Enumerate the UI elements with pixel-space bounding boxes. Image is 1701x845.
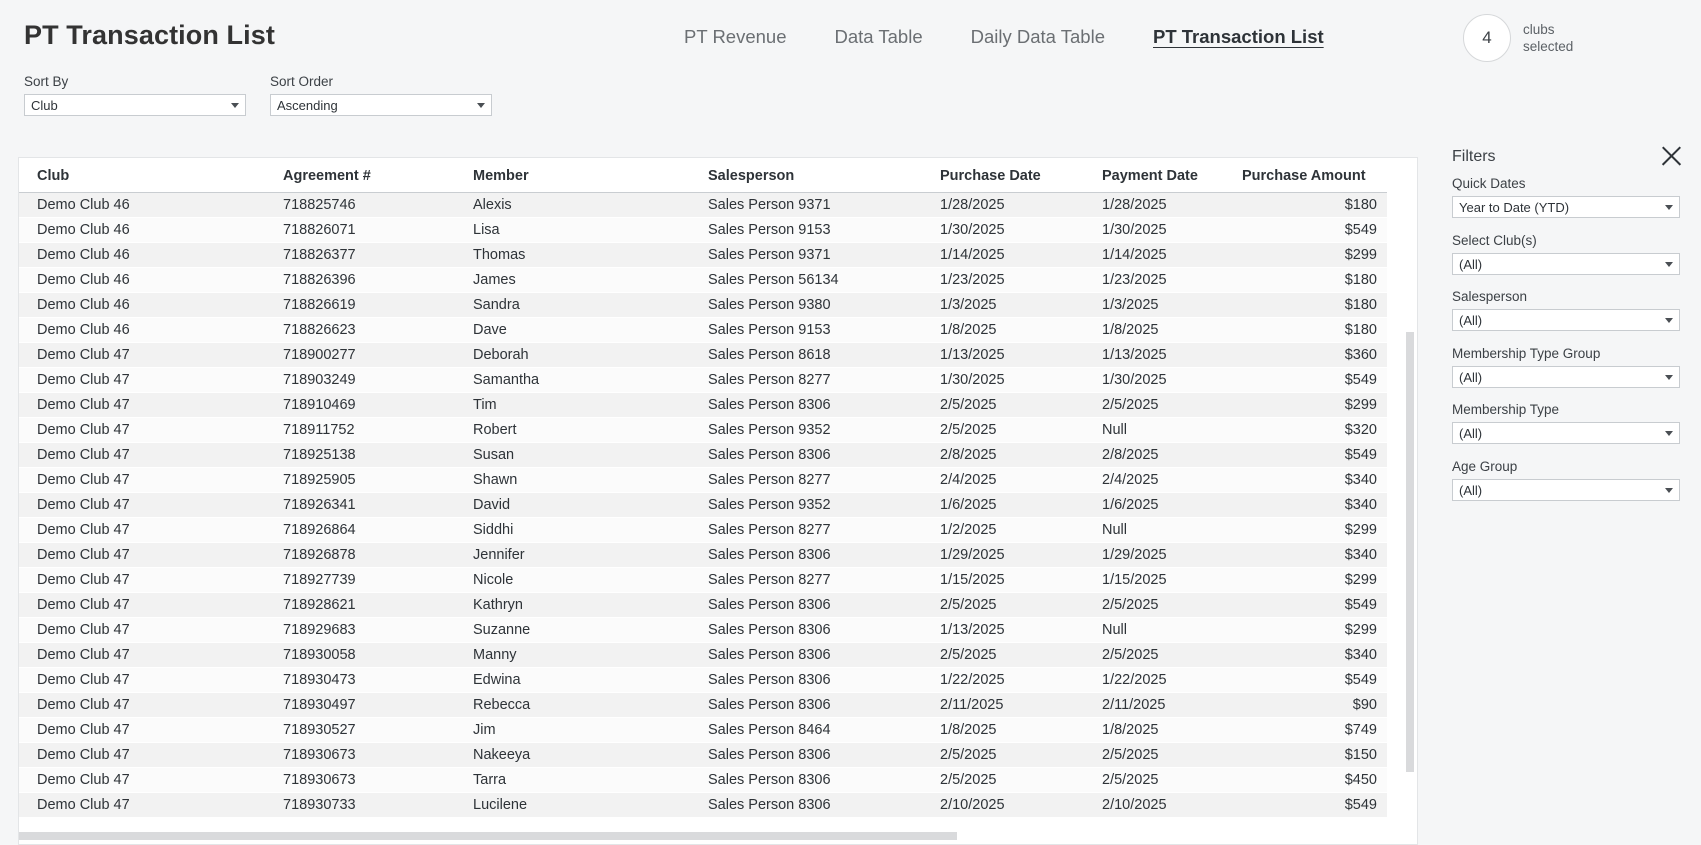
table-row[interactable] (19, 618, 1387, 643)
cell-purchase-date: 2/8/2025 (934, 443, 1096, 468)
cell-club: Demo Club 47 (19, 468, 277, 493)
cell-purchase-date: 1/28/2025 (934, 193, 1096, 218)
cell-member: Tarra (467, 768, 702, 793)
cell-purchase-date: 1/29/2025 (934, 543, 1096, 568)
cell-purchase-date: 1/14/2025 (934, 243, 1096, 268)
cell-club: Demo Club 47 (19, 718, 277, 743)
cell-member: Samantha (467, 368, 702, 393)
cell-club: Demo Club 47 (19, 668, 277, 693)
cell-member: Kathryn (467, 593, 702, 618)
table-row[interactable] (19, 368, 1387, 393)
cell-purchase-date: 2/5/2025 (934, 593, 1096, 618)
cell-payment-date: 2/8/2025 (1096, 443, 1236, 468)
cell-club: Demo Club 47 (19, 518, 277, 543)
cell-payment-date: 1/29/2025 (1096, 543, 1236, 568)
table-row[interactable] (19, 768, 1387, 793)
cell-club: Demo Club 46 (19, 318, 277, 343)
cell-purchase-date: 1/3/2025 (934, 293, 1096, 318)
tab-daily-data-table[interactable]: Daily Data Table (970, 26, 1105, 47)
cell-salesperson: Sales Person 8306 (702, 393, 934, 418)
cell-purchase-amount: $549 (1236, 368, 1387, 393)
cell-member: Siddhi (467, 518, 702, 543)
transaction-table-card (18, 157, 1418, 845)
cell-payment-date: Null (1096, 418, 1236, 443)
table-body (19, 193, 1387, 818)
cell-member: Shawn (467, 468, 702, 493)
chevron-down-icon (471, 95, 491, 115)
cell-agreement: 718930733 (277, 793, 467, 818)
table-row[interactable] (19, 693, 1387, 718)
cell-agreement: 718825746 (277, 193, 467, 218)
cell-purchase-date: 2/4/2025 (934, 468, 1096, 493)
cell-payment-date: 2/5/2025 (1096, 768, 1236, 793)
cell-purchase-amount: $299 (1236, 243, 1387, 268)
column-header-purchase-amount[interactable]: Purchase Amount (1236, 158, 1387, 193)
cell-purchase-amount: $340 (1236, 643, 1387, 668)
cell-purchase-amount: $299 (1236, 618, 1387, 643)
cell-payment-date: 1/8/2025 (1096, 318, 1236, 343)
table-row[interactable] (19, 643, 1387, 668)
chevron-down-icon (1659, 310, 1679, 330)
cell-club: Demo Club 47 (19, 418, 277, 443)
table-row[interactable] (19, 793, 1387, 818)
filters-title: Filters (1452, 148, 1496, 165)
vertical-scrollbar-thumb[interactable] (1406, 332, 1414, 772)
column-header-club[interactable]: Club (19, 158, 277, 193)
cell-member: Rebecca (467, 693, 702, 718)
cell-purchase-amount: $180 (1236, 193, 1387, 218)
cell-purchase-date: 2/5/2025 (934, 768, 1096, 793)
cell-purchase-amount: $549 (1236, 443, 1387, 468)
table-row[interactable] (19, 343, 1387, 368)
filter-salesperson-value: (All) (1459, 312, 1483, 328)
horizontal-scrollbar-thumb[interactable] (19, 832, 957, 840)
cell-payment-date: 2/10/2025 (1096, 793, 1236, 818)
cell-salesperson: Sales Person 8306 (702, 743, 934, 768)
tab-pt-revenue[interactable]: PT Revenue (684, 26, 787, 47)
cell-salesperson: Sales Person 8306 (702, 593, 934, 618)
cell-purchase-amount: $450 (1236, 768, 1387, 793)
clubs-selected-badge (1463, 14, 1593, 62)
table-row[interactable] (19, 268, 1387, 293)
clubs-selected-label: clubs selected (1523, 22, 1574, 54)
cell-salesperson: Sales Person 9352 (702, 493, 934, 518)
cell-purchase-date: 1/30/2025 (934, 218, 1096, 243)
cell-agreement: 718930673 (277, 768, 467, 793)
cell-purchase-date: 1/13/2025 (934, 618, 1096, 643)
cell-salesperson: Sales Person 9371 (702, 243, 934, 268)
transaction-table-scroll-area (19, 158, 1417, 844)
cell-payment-date: 1/13/2025 (1096, 343, 1236, 368)
cell-payment-date: 1/15/2025 (1096, 568, 1236, 593)
cell-member: Tim (467, 393, 702, 418)
table-row[interactable] (19, 593, 1387, 618)
cell-purchase-amount: $180 (1236, 293, 1387, 318)
cell-payment-date: 1/23/2025 (1096, 268, 1236, 293)
cell-purchase-date: 1/22/2025 (934, 668, 1096, 693)
chevron-down-icon (1659, 423, 1679, 443)
cell-agreement: 718926864 (277, 518, 467, 543)
cell-club: Demo Club 47 (19, 393, 277, 418)
filter-membership-type-select[interactable] (1452, 422, 1680, 444)
cell-purchase-date: 2/5/2025 (934, 393, 1096, 418)
cell-agreement: 718826619 (277, 293, 467, 318)
table-row[interactable] (19, 393, 1387, 418)
cell-salesperson: Sales Person 9371 (702, 193, 934, 218)
table-row[interactable] (19, 543, 1387, 568)
cell-agreement: 718930673 (277, 743, 467, 768)
table-header (19, 158, 1387, 193)
cell-salesperson: Sales Person 8277 (702, 468, 934, 493)
cell-member: Dave (467, 318, 702, 343)
cell-purchase-date: 1/2/2025 (934, 518, 1096, 543)
sort-order-select[interactable] (270, 94, 492, 116)
cell-payment-date: 1/28/2025 (1096, 193, 1236, 218)
table-row[interactable] (19, 218, 1387, 243)
cell-agreement: 718911752 (277, 418, 467, 443)
filters-panel (1444, 148, 1701, 845)
cell-club: Demo Club 47 (19, 568, 277, 593)
cell-club: Demo Club 47 (19, 693, 277, 718)
cell-purchase-amount: $150 (1236, 743, 1387, 768)
cell-member: Alexis (467, 193, 702, 218)
filter-quick-dates-select[interactable] (1452, 196, 1680, 218)
sort-order-label: Sort Order (270, 74, 334, 89)
cell-purchase-date: 2/5/2025 (934, 743, 1096, 768)
cell-purchase-date: 2/11/2025 (934, 693, 1096, 718)
cell-club: Demo Club 47 (19, 443, 277, 468)
cell-purchase-amount: $299 (1236, 518, 1387, 543)
cell-club: Demo Club 46 (19, 193, 277, 218)
cell-purchase-date: 1/8/2025 (934, 318, 1096, 343)
cell-salesperson: Sales Person 8306 (702, 693, 934, 718)
cell-member: Jennifer (467, 543, 702, 568)
cell-agreement: 718903249 (277, 368, 467, 393)
sort-by-label: Sort By (24, 74, 69, 89)
cell-purchase-amount: $320 (1236, 418, 1387, 443)
cell-agreement: 718900277 (277, 343, 467, 368)
close-icon[interactable] (1657, 142, 1685, 170)
table-row[interactable] (19, 243, 1387, 268)
cell-payment-date: 2/5/2025 (1096, 643, 1236, 668)
table-row[interactable] (19, 743, 1387, 768)
cell-purchase-date: 2/10/2025 (934, 793, 1096, 818)
table-row[interactable] (19, 668, 1387, 693)
table-row[interactable] (19, 518, 1387, 543)
cell-salesperson: Sales Person 8306 (702, 618, 934, 643)
filter-salesperson (1452, 289, 1680, 331)
filter-membership-type-value: (All) (1459, 425, 1483, 441)
clubs-selected-count: 4 (1463, 14, 1511, 62)
cell-member: James (467, 268, 702, 293)
cell-club: Demo Club 47 (19, 643, 277, 668)
cell-purchase-date: 2/5/2025 (934, 418, 1096, 443)
cell-club: Demo Club 47 (19, 768, 277, 793)
cell-purchase-amount: $90 (1236, 693, 1387, 718)
cell-member: Robert (467, 418, 702, 443)
cell-agreement: 718930497 (277, 693, 467, 718)
table-row[interactable] (19, 468, 1387, 493)
filter-age-group-label: Age Group (1452, 459, 1518, 474)
cell-agreement: 718930473 (277, 668, 467, 693)
cell-purchase-date: 1/30/2025 (934, 368, 1096, 393)
cell-agreement: 718826623 (277, 318, 467, 343)
cell-member: Thomas (467, 243, 702, 268)
cell-payment-date: 1/22/2025 (1096, 668, 1236, 693)
cell-purchase-amount: $549 (1236, 793, 1387, 818)
sort-order-group (270, 74, 492, 116)
cell-agreement: 718910469 (277, 393, 467, 418)
sort-by-select[interactable] (24, 94, 246, 116)
cell-payment-date: 1/3/2025 (1096, 293, 1236, 318)
chevron-down-icon (1659, 367, 1679, 387)
filter-salesperson-label: Salesperson (1452, 289, 1528, 304)
cell-purchase-date: 1/8/2025 (934, 718, 1096, 743)
cell-salesperson: Sales Person 8618 (702, 343, 934, 368)
filter-membership-type-group-value: (All) (1459, 369, 1483, 385)
page-header (0, 0, 1701, 74)
cell-club: Demo Club 47 (19, 368, 277, 393)
column-header-purchase-date[interactable]: Purchase Date (934, 158, 1096, 193)
cell-agreement: 718930058 (277, 643, 467, 668)
cell-purchase-amount: $340 (1236, 493, 1387, 518)
cell-payment-date: 2/11/2025 (1096, 693, 1236, 718)
transaction-table (19, 158, 1387, 818)
cell-club: Demo Club 47 (19, 618, 277, 643)
tab-data-table[interactable]: Data Table (834, 26, 923, 47)
cell-club: Demo Club 46 (19, 218, 277, 243)
cell-agreement: 718930527 (277, 718, 467, 743)
chevron-down-icon (1659, 480, 1679, 500)
cell-member: Manny (467, 643, 702, 668)
cell-club: Demo Club 46 (19, 243, 277, 268)
cell-agreement: 718926341 (277, 493, 467, 518)
tab-pt-transaction-list[interactable]: PT Transaction List (1153, 26, 1324, 47)
cell-payment-date: 2/5/2025 (1096, 393, 1236, 418)
filter-membership-type-group-select[interactable] (1452, 366, 1680, 388)
cell-salesperson: Sales Person 9380 (702, 293, 934, 318)
cell-agreement: 718826377 (277, 243, 467, 268)
cell-member: Sandra (467, 293, 702, 318)
filter-select-clubs-label: Select Club(s) (1452, 233, 1537, 248)
sort-order-value: Ascending (277, 97, 338, 113)
cell-agreement: 718929683 (277, 618, 467, 643)
vertical-scrollbar[interactable] (1403, 332, 1417, 772)
cell-purchase-date: 1/6/2025 (934, 493, 1096, 518)
table-row[interactable] (19, 493, 1387, 518)
table-row[interactable] (19, 293, 1387, 318)
cell-purchase-amount: $180 (1236, 318, 1387, 343)
cell-purchase-date: 1/13/2025 (934, 343, 1096, 368)
cell-payment-date: 1/14/2025 (1096, 243, 1236, 268)
table-row[interactable] (19, 568, 1387, 593)
cell-salesperson: Sales Person 8277 (702, 518, 934, 543)
cell-purchase-amount: $360 (1236, 343, 1387, 368)
cell-payment-date: Null (1096, 618, 1236, 643)
cell-payment-date: 2/4/2025 (1096, 468, 1236, 493)
cell-member: Deborah (467, 343, 702, 368)
cell-club: Demo Club 47 (19, 543, 277, 568)
cell-club: Demo Club 47 (19, 493, 277, 518)
cell-agreement: 718826071 (277, 218, 467, 243)
chevron-down-icon (1659, 197, 1679, 217)
cell-member: Jim (467, 718, 702, 743)
cell-salesperson: Sales Person 8277 (702, 368, 934, 393)
cell-agreement: 718928621 (277, 593, 467, 618)
cell-purchase-amount: $340 (1236, 543, 1387, 568)
cell-salesperson: Sales Person 8277 (702, 568, 934, 593)
cell-salesperson: Sales Person 9153 (702, 318, 934, 343)
cell-salesperson: Sales Person 8306 (702, 643, 934, 668)
cell-agreement: 718925138 (277, 443, 467, 468)
filter-membership-type-group (1452, 346, 1680, 388)
cell-payment-date: 1/6/2025 (1096, 493, 1236, 518)
filter-quick-dates-value: Year to Date (YTD) (1459, 199, 1570, 215)
cell-member: David (467, 493, 702, 518)
table-header-row (19, 158, 1387, 193)
filter-age-group-value: (All) (1459, 482, 1483, 498)
cell-salesperson: Sales Person 8306 (702, 443, 934, 468)
sort-controls (24, 74, 492, 116)
cell-club: Demo Club 46 (19, 268, 277, 293)
cell-purchase-amount: $549 (1236, 593, 1387, 618)
cell-payment-date: 1/30/2025 (1096, 218, 1236, 243)
filter-membership-type (1452, 402, 1680, 444)
sort-by-group (24, 74, 246, 116)
cell-agreement: 718927739 (277, 568, 467, 593)
filter-age-group (1452, 459, 1680, 501)
column-header-payment-date[interactable]: Payment Date (1096, 158, 1236, 193)
filter-quick-dates (1452, 176, 1680, 218)
cell-club: Demo Club 47 (19, 743, 277, 768)
column-header-salesperson[interactable]: Salesperson (702, 158, 934, 193)
cell-salesperson: Sales Person 8464 (702, 718, 934, 743)
cell-purchase-date: 1/23/2025 (934, 268, 1096, 293)
horizontal-scrollbar[interactable] (19, 828, 1417, 844)
cell-club: Demo Club 47 (19, 793, 277, 818)
main-nav (660, 26, 1348, 48)
column-header-member[interactable]: Member (467, 158, 702, 193)
cell-salesperson: Sales Person 8306 (702, 668, 934, 693)
cell-purchase-date: 1/15/2025 (934, 568, 1096, 593)
cell-payment-date: 1/8/2025 (1096, 718, 1236, 743)
cell-member: Suzanne (467, 618, 702, 643)
cell-purchase-amount: $340 (1236, 468, 1387, 493)
filter-age-group-select[interactable] (1452, 479, 1680, 501)
chevron-down-icon (225, 95, 245, 115)
cell-salesperson: Sales Person 8306 (702, 768, 934, 793)
cell-purchase-amount: $549 (1236, 668, 1387, 693)
page-title: PT Transaction List (24, 20, 275, 50)
filter-membership-type-group-label: Membership Type Group (1452, 346, 1601, 361)
cell-payment-date: 2/5/2025 (1096, 593, 1236, 618)
cell-salesperson: Sales Person 56134 (702, 268, 934, 293)
table-row[interactable] (19, 443, 1387, 468)
cell-purchase-amount: $299 (1236, 393, 1387, 418)
filter-select-clubs (1452, 233, 1680, 275)
cell-purchase-amount: $549 (1236, 218, 1387, 243)
cell-member: Lisa (467, 218, 702, 243)
table-row[interactable] (19, 718, 1387, 743)
cell-payment-date: 1/30/2025 (1096, 368, 1236, 393)
sort-by-value: Club (31, 97, 58, 113)
cell-member: Lucilene (467, 793, 702, 818)
filter-select-clubs-value: (All) (1459, 256, 1483, 272)
cell-payment-date: Null (1096, 518, 1236, 543)
cell-agreement: 718926878 (277, 543, 467, 568)
cell-member: Susan (467, 443, 702, 468)
filter-membership-type-label: Membership Type (1452, 402, 1560, 417)
cell-purchase-date: 2/5/2025 (934, 643, 1096, 668)
chevron-down-icon (1659, 254, 1679, 274)
table-row[interactable] (19, 418, 1387, 443)
filter-select-clubs-select[interactable] (1452, 253, 1680, 275)
cell-purchase-amount: $749 (1236, 718, 1387, 743)
column-header-agreement[interactable]: Agreement # (277, 158, 467, 193)
cell-payment-date: 2/5/2025 (1096, 743, 1236, 768)
cell-club: Demo Club 46 (19, 293, 277, 318)
cell-purchase-amount: $180 (1236, 268, 1387, 293)
cell-agreement: 718826396 (277, 268, 467, 293)
cell-member: Nicole (467, 568, 702, 593)
table-row[interactable] (19, 193, 1387, 218)
cell-club: Demo Club 47 (19, 593, 277, 618)
filter-salesperson-select[interactable] (1452, 309, 1680, 331)
cell-salesperson: Sales Person 8306 (702, 793, 934, 818)
cell-salesperson: Sales Person 8306 (702, 543, 934, 568)
cell-member: Edwina (467, 668, 702, 693)
cell-purchase-amount: $299 (1236, 568, 1387, 593)
cell-member: Nakeeya (467, 743, 702, 768)
table-row[interactable] (19, 318, 1387, 343)
cell-salesperson: Sales Person 9352 (702, 418, 934, 443)
cell-agreement: 718925905 (277, 468, 467, 493)
cell-salesperson: Sales Person 9153 (702, 218, 934, 243)
cell-club: Demo Club 47 (19, 343, 277, 368)
filter-quick-dates-label: Quick Dates (1452, 176, 1526, 191)
